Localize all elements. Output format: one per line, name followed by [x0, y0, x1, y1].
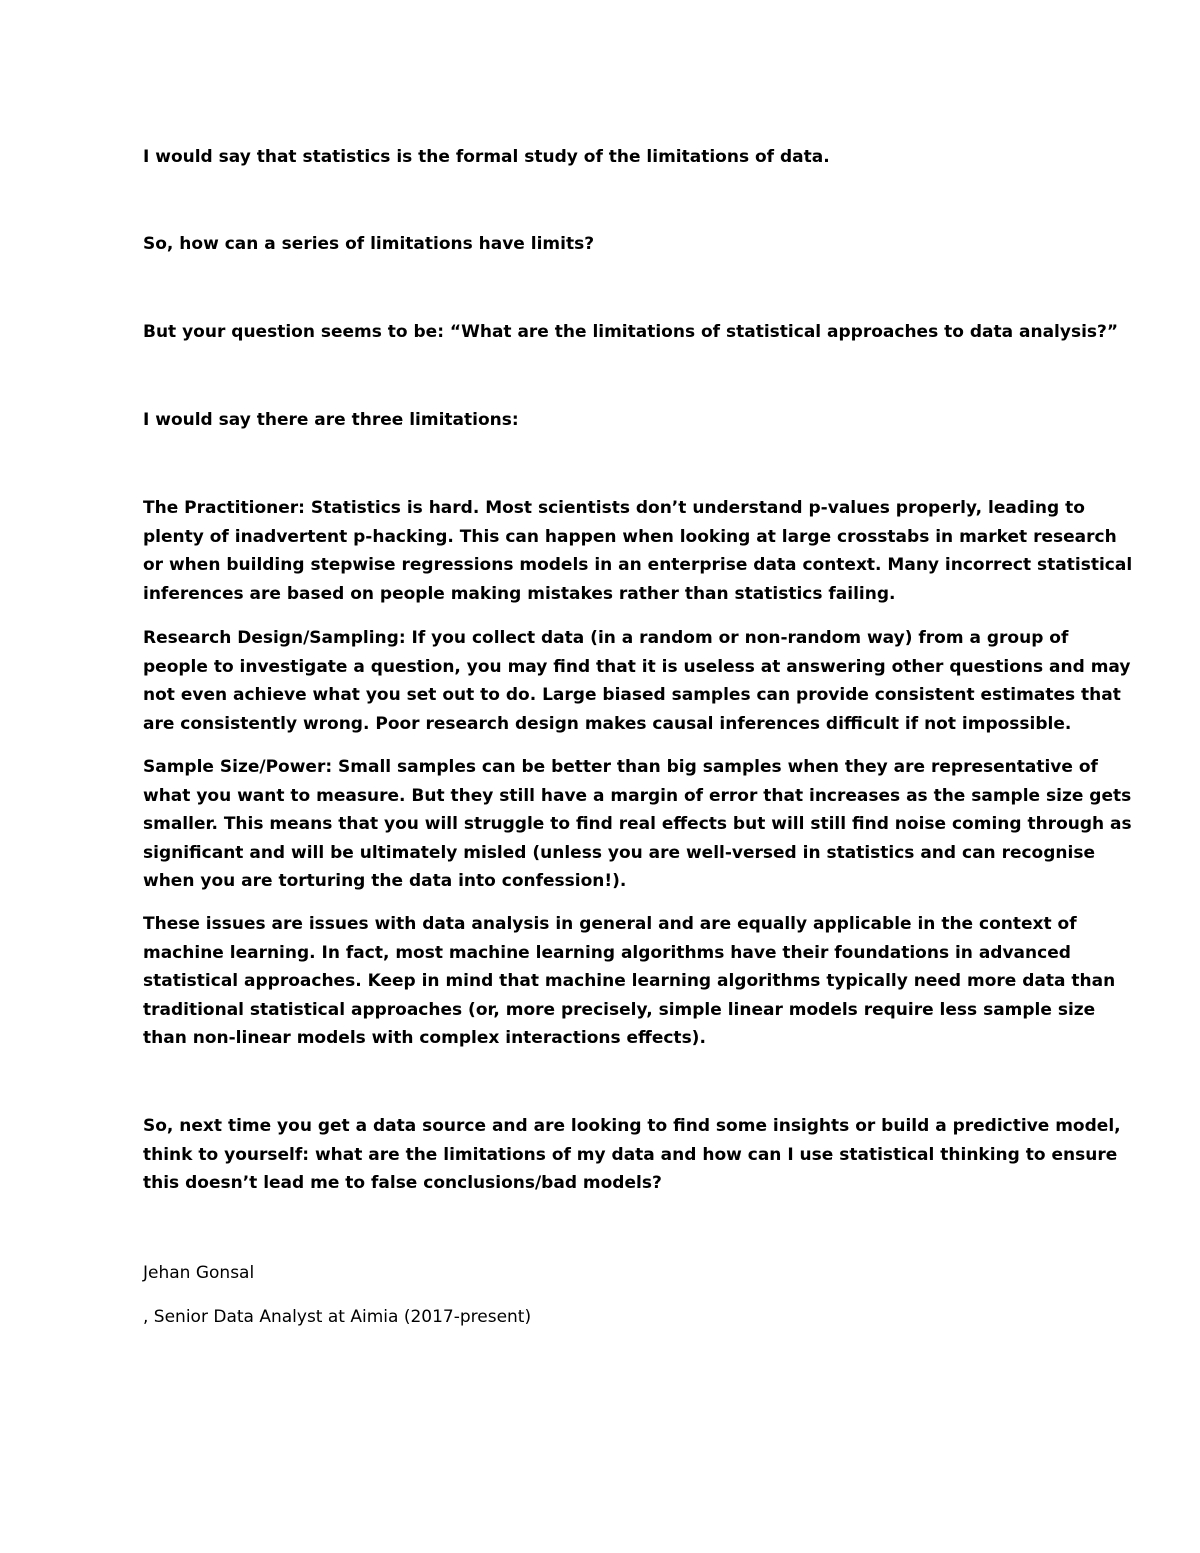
- paragraph-line: Research Design/Sampling: If you collect data (in a random or non-random way) from a group of: [143, 628, 1069, 648]
- paragraph-line: not even achieve what you set out to do. Large biased samples can provide consistent estimates that: [143, 685, 1121, 706]
- paragraph-line: this doesn’t lead me to false conclusions/bad models?: [143, 1173, 662, 1194]
- paragraph-line: But your question seems to be: “What are the limitations of statistical approaches to data analysis?”: [143, 322, 1119, 342]
- paragraph-line: So, how can a series of limitations have limits?: [143, 234, 595, 254]
- paragraph-machine-learning: [143, 910, 1116, 1053]
- paragraph-three-limitations: [143, 406, 1063, 435]
- paragraph-your-question: [143, 318, 1119, 347]
- paragraph-line: what you want to measure. But they still have a margin of error that increases as the sample size gets: [143, 785, 1132, 806]
- paragraph-line: The Practitioner: Statistics is hard. Most scientists don’t understand p-values properly, leading to: [143, 498, 1085, 518]
- paragraph-line: plenty of inadvertent p-hacking. This can happen when looking at large crosstabs in market research: [143, 526, 1117, 547]
- paragraph-line: inferences are based on people making mistakes rather than statistics failing.: [143, 583, 896, 604]
- paragraph-sample-size: [143, 753, 1132, 896]
- paragraph-intro: [143, 143, 1063, 172]
- paragraph-line: machine learning. In fact, most machine learning algorithms have their foundations in advanced: [143, 942, 1071, 963]
- paragraph-research-design: [143, 624, 1131, 738]
- author-name: Jehan Gonsal: [143, 1263, 255, 1283]
- paragraph-line: people to investigate a question, you may find that it is useless at answering other questions and may: [143, 656, 1131, 677]
- paragraph-line: than non-linear models with complex interactions effects).: [143, 1028, 706, 1049]
- paragraph-conclusion: [143, 1112, 1121, 1198]
- paragraph-line: when you are torturing the data into confession!).: [143, 871, 627, 892]
- paragraph-line: I would say there are three limitations:: [143, 410, 519, 430]
- paragraph-line: significant and will be ultimately misled (unless you are well-versed in statistics and can recognise: [143, 842, 1095, 863]
- paragraph-line: think to yourself: what are the limitations of my data and how can I use statistical thinking to ensure: [143, 1144, 1118, 1165]
- paragraph-line: statistical approaches. Keep in mind that machine learning algorithms typically need more data than: [143, 971, 1116, 992]
- paragraph-line: traditional statistical approaches (or, more precisely, simple linear models require less sample size: [143, 999, 1096, 1020]
- author-title: , Senior Data Analyst at Aimia (2017-present): [143, 1307, 532, 1327]
- paragraph-line: I would say that statistics is the formal study of the limitations of data.: [143, 147, 830, 167]
- paragraph-line: These issues are issues with data analysis in general and are equally applicable in the context of: [143, 914, 1077, 934]
- paragraph-limits-question: [143, 230, 1063, 259]
- paragraph-line: are consistently wrong. Poor research design makes causal inferences difficult if not impossible.: [143, 713, 1072, 734]
- paragraph-line: So, next time you get a data source and are looking to find some insights or build a predictive model,: [143, 1116, 1121, 1136]
- paragraph-practitioner: [143, 494, 1133, 608]
- paragraph-line: or when building stepwise regressions models in an enterprise data context. Many incorrect statistical: [143, 555, 1133, 576]
- paragraph-line: Sample Size/Power: Small samples can be better than big samples when they are representative of: [143, 757, 1098, 777]
- paragraph-line: smaller. This means that you will struggle to find real effects but will still find noise coming through as: [143, 814, 1132, 835]
